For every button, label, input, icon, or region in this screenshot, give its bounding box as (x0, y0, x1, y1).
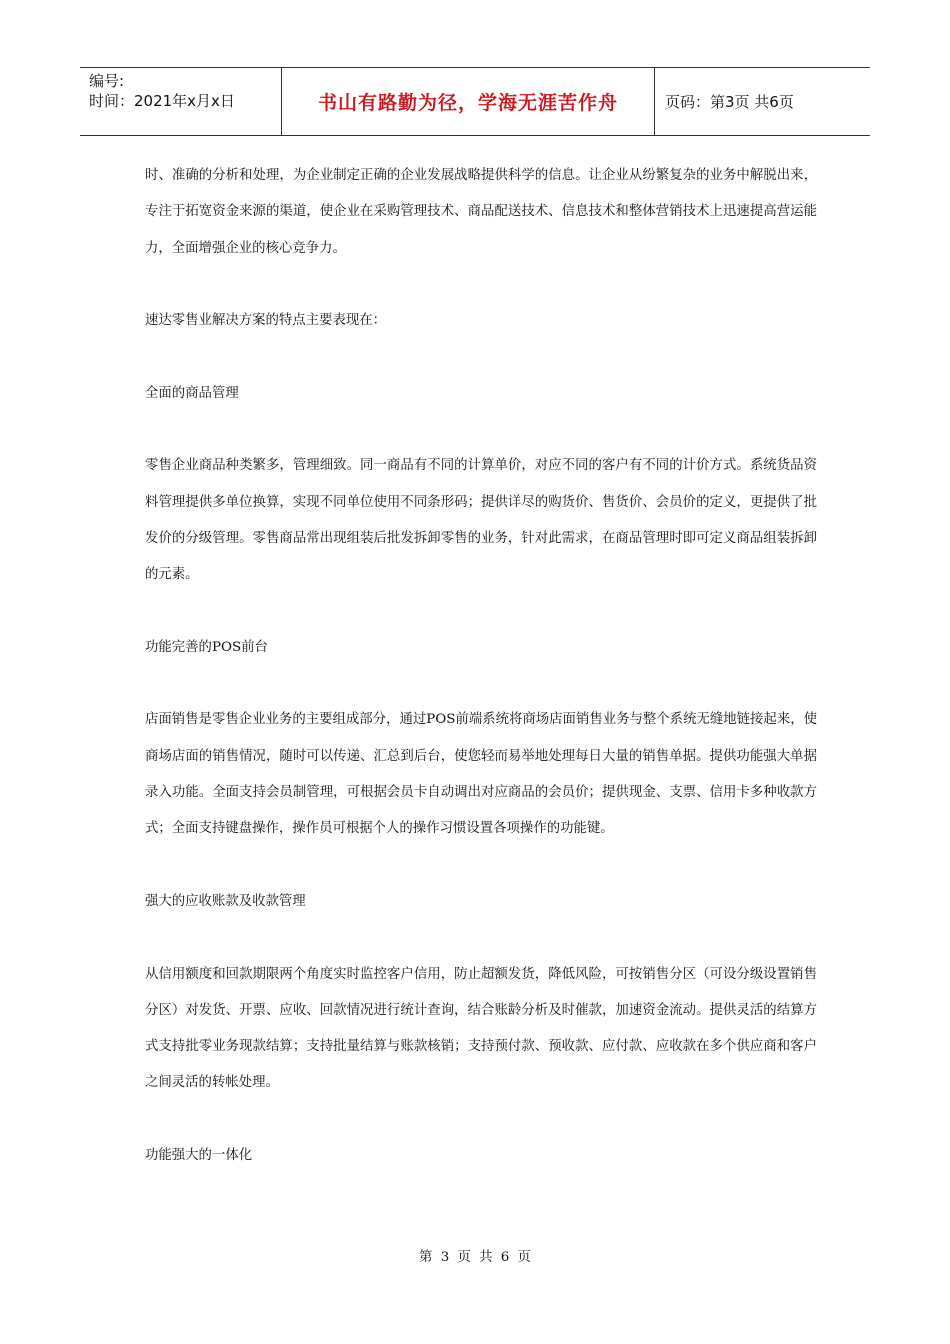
page-footer: 第 3 页 共 6 页 (419, 1250, 531, 1265)
section-heading-product-management: 全面的商品管理 (145, 385, 239, 401)
paragraph-receivables: 从信用额度和回款期限两个角度实时监控客户信用，防止超额发货，降低风险，可按销售分区（可设分级设置销售分区）对发货、开票、应收、回款情况进行统计查询，结合账龄分析及时催款，加速资金流动。提供灵活的结算方式支持批零业务现款结算；支持批量结算与账款核销；支持预付款、预收款、应付款、应收款在多个供应商和客户之间灵活的转帐处理。 (145, 966, 817, 1091)
section-heading-receivables: 强大的应收账款及收款管理 (145, 893, 306, 909)
header-meta (80, 68, 282, 135)
paragraph-product-management: 零售企业商品种类繁多，管理细致。同一商品有不同的计算单价，对应不同的客户有不同的计价方式。系统货品资料管理提供多单位换算，实现不同单位使用不同条形码；提供详尽的购货价、售货价、会员价的定义，更提供了批发价的分级管理。零售商品常出现组装后批发拆卸零售的业务，针对此需求，在商品管理时即可定义商品组装拆卸的元素。 (145, 458, 817, 583)
paragraph-pos-frontend: 店面销售是零售企业业务的主要组成部分，通过POS前端系统将商场店面销售业务与整个系统无缝地链接起来，使商场店面的销售情况，随时可以传递、汇总到后台，使您轻而易举地处理每日大量的销售单据。提供功能强大单据录入功能。全面支持会员制管理，可根据会员卡自动调出对应商品的会员价；提供现金、支票、信用卡多种收款方式；全面支持键盘操作，操作员可根据个人的操作习惯设置各项操作的功能键。 (145, 712, 817, 837)
header-motto: 书山有路勤为径，学海无涯苦作舟 (282, 68, 655, 135)
page-header (80, 67, 870, 136)
document-number-label: 编号: (89, 72, 125, 90)
paragraph-intro-continuation: 时、准确的分析和处理，为企业制定正确的企业发展战略提供科学的信息。让企业从纷繁复杂的业务中解脱出来，专注于拓宽资金来源的渠道，使企业在采购管理技术、商品配送技术、信息技术和整体营销技术上迅速提高营运能力，全面增强企业的核心竞争力。 (145, 168, 817, 256)
section-heading-pos-frontend: 功能完善的POS前台 (145, 639, 268, 655)
paragraph-features-intro: 速达零售业解决方案的特点主要表现在： (145, 313, 387, 329)
document-date-label: 时间：2021年x月x日 (89, 92, 235, 110)
header-page-info: 页码：第3页 共6页 (665, 93, 794, 111)
document-body (145, 158, 817, 1174)
section-heading-integration: 功能强大的一体化 (145, 1148, 253, 1164)
